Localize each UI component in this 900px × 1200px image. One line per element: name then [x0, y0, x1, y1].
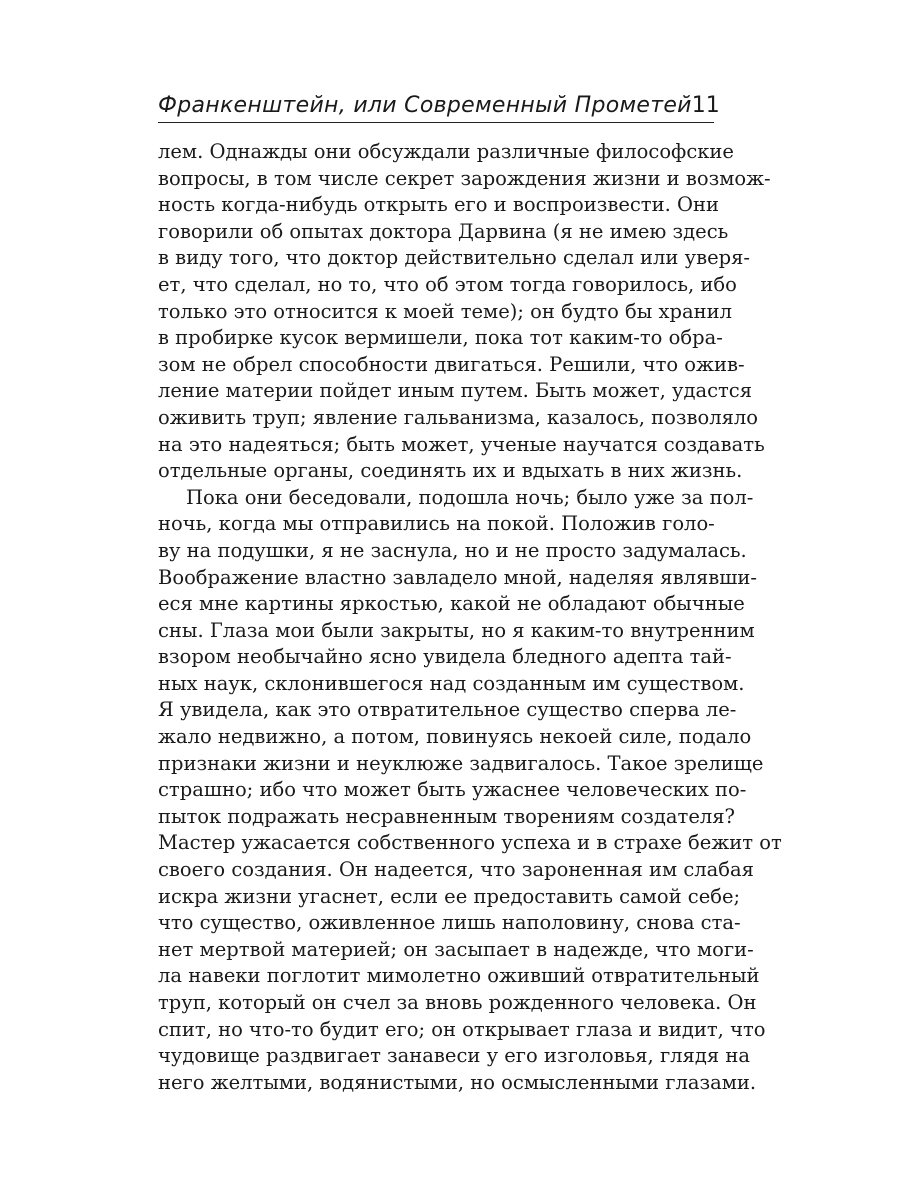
- text-line: вопросы, в том числе секрет зарождения жизни и возмож-: [158, 166, 771, 190]
- text-line: еся мне картины яркостью, какой не обладают обычные: [158, 592, 745, 616]
- text-line: Пока они беседовали, подошла ночь; было уже за пол-: [186, 485, 754, 509]
- text-line: своего создания. Он надеется, что зароненная им слабая: [158, 858, 754, 882]
- text-line: признаки жизни и неуклюже задвигалось. Такое зрелище: [158, 751, 764, 775]
- book-page: [158, 82, 782, 1096]
- text-line: него желтыми, водянистыми, но осмысленными глазами.: [158, 1070, 757, 1094]
- text-line: ла навеки поглотит мимолетно оживший отвратительный: [158, 964, 760, 988]
- text-line: только это относится к моей теме); он будто бы хранил: [158, 299, 732, 323]
- text-line: ву на подушки, я не заснула, но и не просто задумалась.: [158, 538, 747, 562]
- text-line: ночь, когда мы отправились на покой. Положив голо-: [158, 512, 715, 536]
- text-line: на это надеяться; быть может, ученые научатся создавать: [158, 432, 765, 456]
- text-line: страшно; ибо что может быть ужаснее человеческих по-: [158, 778, 747, 802]
- text-line: в виду того, что доктор действительно сделал или уверя-: [158, 246, 750, 270]
- text-line: отдельные органы, соединять их и вдыхать в них жизнь.: [158, 459, 743, 483]
- body-text: [158, 139, 782, 1096]
- text-line: Я увидела, как это отвратительное существо сперва ле-: [158, 698, 737, 722]
- paragraph: [158, 139, 771, 485]
- text-line: ных наук, склонившегося над созданным им существом.: [158, 671, 745, 695]
- text-line: жало недвижно, а потом, повинуясь некоей силе, подало: [158, 725, 752, 749]
- text-line: труп, который он счел за вновь рожденного человека. Он: [158, 991, 757, 1014]
- text-line: оживить труп; явление гальванизма, казалось, позволяло: [158, 405, 759, 429]
- text-line: чудовище раздвигает занавеси у его изголовья, глядя на: [158, 1044, 750, 1068]
- text-line: что существо, оживленное лишь наполовину, снова ста-: [158, 911, 741, 935]
- text-line: взором необычайно ясно увидела бледного адепта тай-: [158, 645, 732, 669]
- text-line: спит, но что-то будит его; он открывает глаза и видит, что: [158, 1017, 766, 1041]
- text-line: ет, что сделал, но то, что об этом тогда говорилось, ибо: [158, 272, 737, 296]
- text-line: пыток подражать несравненным творениям создателя?: [158, 804, 736, 828]
- text-line: нет мертвой материей; он засыпает в надежде, что моги-: [158, 937, 754, 961]
- running-header: [158, 82, 720, 123]
- text-line: сны. Глаза мои были закрыты, но я каким-то внутренним: [158, 618, 755, 642]
- text-line: Мастер ужасается собственного успеха и в страхе бежит от: [158, 831, 782, 855]
- page-number: 11: [691, 93, 720, 118]
- text-line: говорили об опытах доктора Дарвина (я не имею здесь: [158, 219, 729, 243]
- text-line: ность когда-нибудь открыть его и воспроизвести. Они: [158, 193, 719, 217]
- paragraph: [158, 485, 782, 1097]
- text-line: ление материи пойдет иным путем. Быть может, удастся: [158, 379, 753, 403]
- text-line: зом не обрел способности двигаться. Решили, что ожив-: [158, 352, 745, 376]
- text-line: в пробирке кусок вермишели, пока тот каким-то обра-: [158, 326, 723, 350]
- text-line: Воображение властно завладело мной, наделяя являвши-: [158, 565, 757, 589]
- text-line: лем. Однажды они обсуждали различные философские: [158, 140, 734, 163]
- running-title: Франкенштейн, или Современный Прометей: [158, 93, 692, 118]
- text-line: искра жизни угаснет, если ее предоставить самой себе;: [158, 884, 741, 908]
